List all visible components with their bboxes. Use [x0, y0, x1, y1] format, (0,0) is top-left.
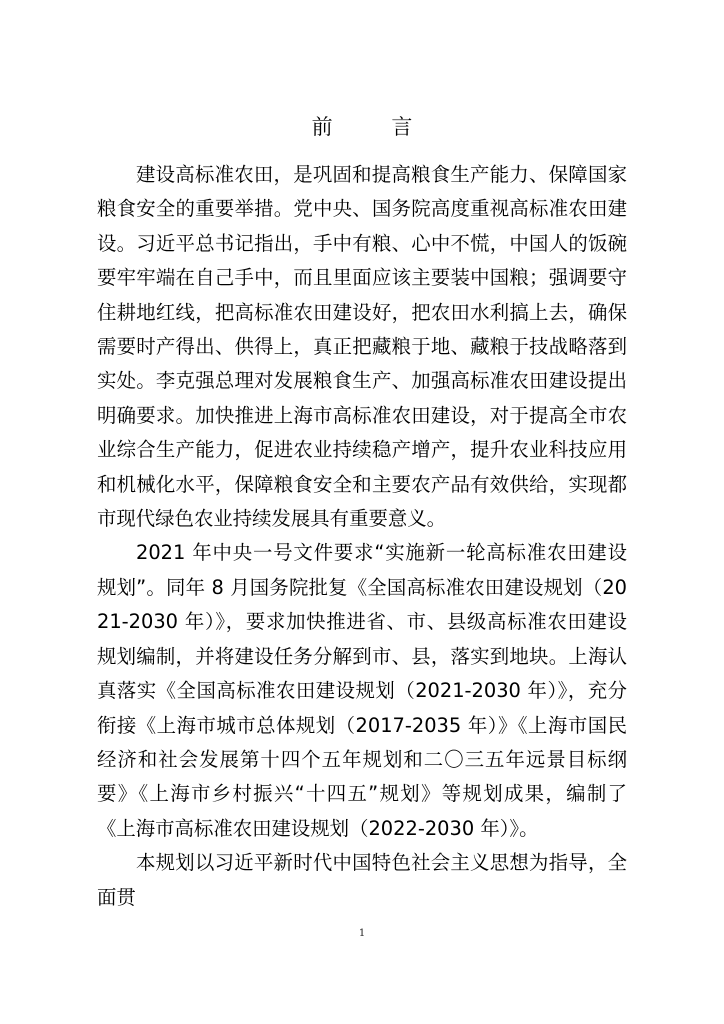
paragraph-2: 2021 年中央一号文件要求“实施新一轮高标准农田建设规划”。同年 8 月国务院批复《全国高标准农田建设规划（2021-2030 年）》，要求加快推进省、市、县级高标准农田建设规划编制，并将建设任务分解到市、县，落实到地块。上海认真落实《全国高标准农田建设规划（2021-2030 年）》，充分衔接《上海市城市总体规划（2017-2035 年）》《上海市国民经济和社会发展第十四个五年规划和二〇三五年远景目标纲要》《上海市乡村振兴“十四五”规划》等规划成果，编制了《上海市高标准农田建设规划（2022-2030 年）》。	[97, 541, 627, 840]
page-number: 1	[358, 928, 366, 939]
page-title: 前 言	[311, 115, 439, 139]
paragraph-3: 本规划以习近平新时代中国特色社会主义思想为指导，全面贯	[97, 851, 627, 909]
paragraph-1: 建设高标准农田，是巩固和提高粮食生产能力、保障国家粮食安全的重要举措。党中央、国务院高度重视高标准农田建设。习近平总书记指出，手中有粮、心中不慌，中国人的饭碗要牢牢端在自己手中，而且里面应该主要装中国粮；强调要守住耕地红线，把高标准农田建设好，把农田水利搞上去，确保需要时产得出、供得上，真正把藏粮于地、藏粮于技战略落到实处。李克强总理对发展粮食生产、加强高标准农田建设提出明确要求。加快推进上海市高标准农田建设，对于提高全市农业综合生产能力，促进农业持续稳产增产，提升农业科技应用和机械化水平，保障粮食安全和主要农产品有效供给，实现都市现代绿色农业持续发展具有重要意义。	[97, 163, 627, 531]
document-body	[97, 158, 627, 915]
